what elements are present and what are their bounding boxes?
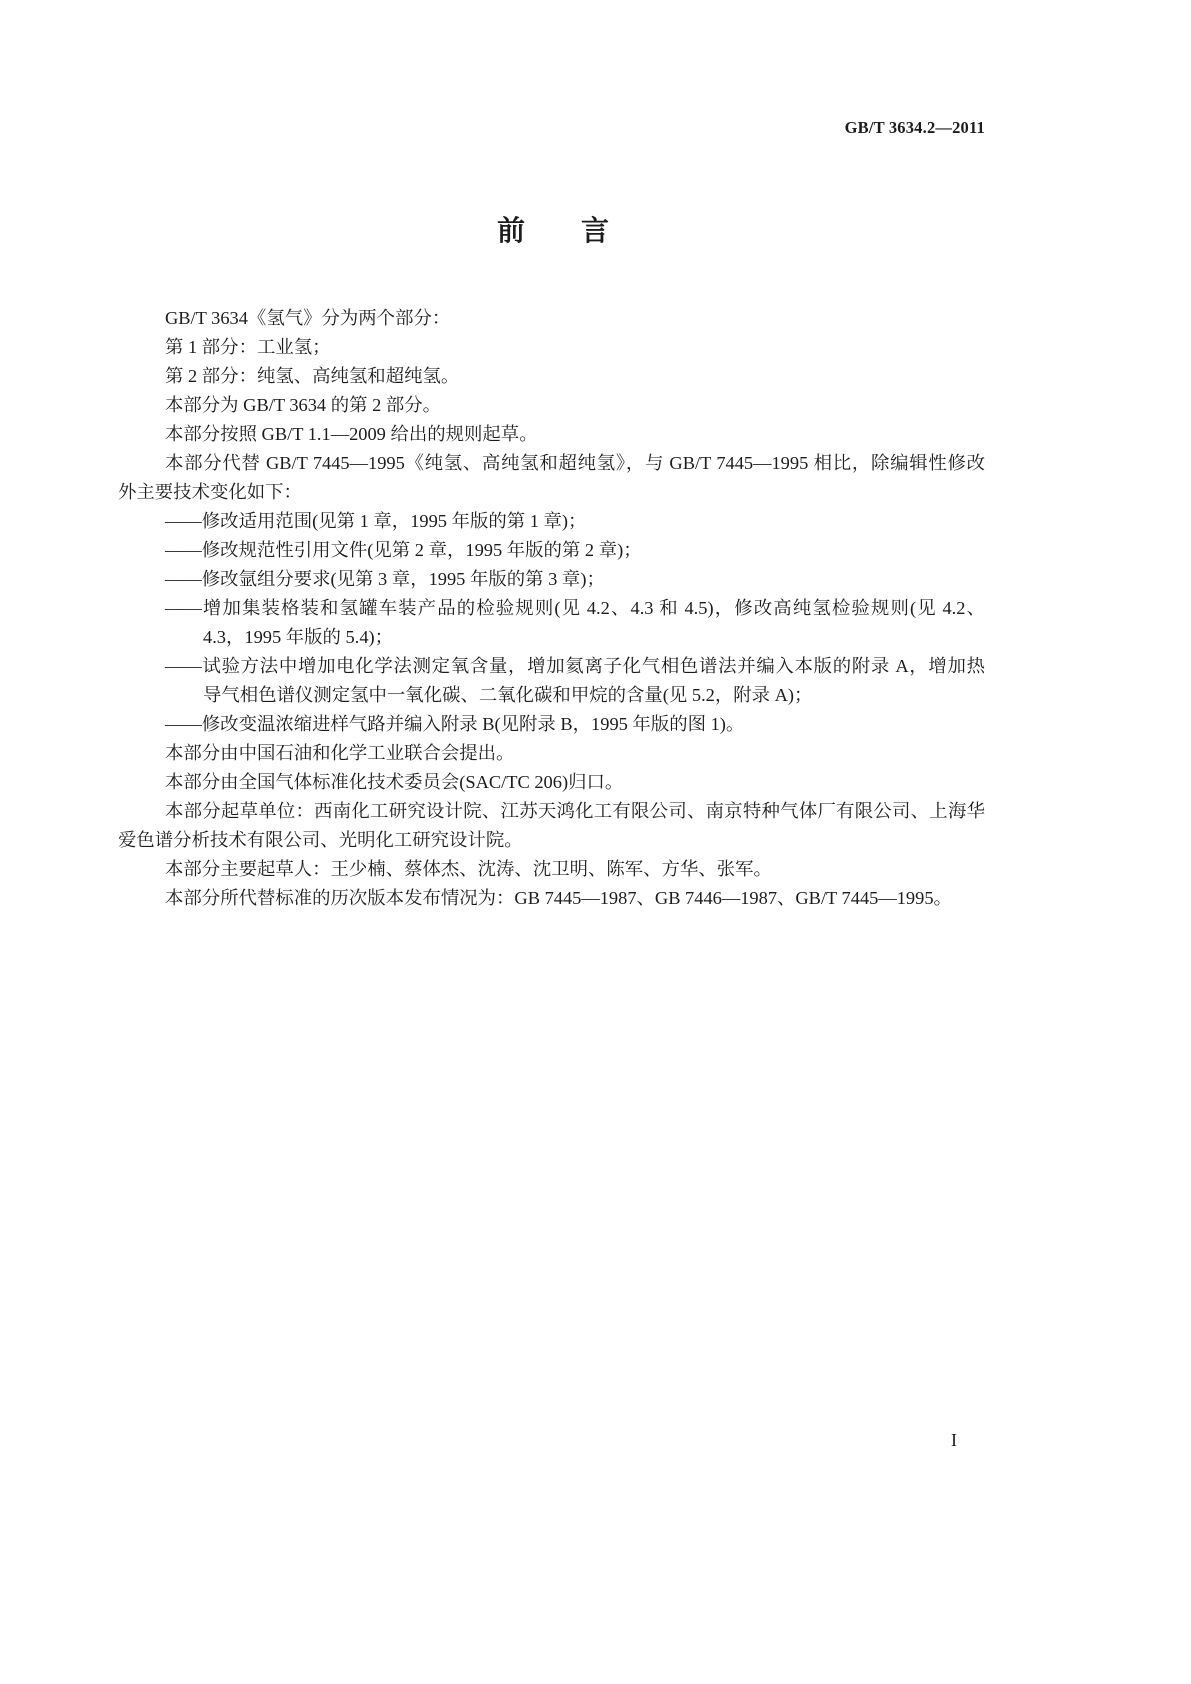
change-item-5-line-2: 导气相色谱仪测定氢中一氧化碳、二氧化碳和甲烷的含量(见 5.2，附录 A)； <box>203 685 813 705</box>
change-item-2: ——修改规范性引用文件(见第 2 章，1995 年版的第 2 章)； <box>165 540 642 560</box>
drafting-units-line-1: 本部分起草单位：西南化工研究设计院、江苏天鸿化工有限公司、南京特种气体厂有限公司、上海华 <box>165 801 985 821</box>
replacement-line-1: 本部分代替 GB/T 7445—1995《纯氢、高纯氢和超纯氢》，与 GB/T 7445—1995 相比，除编辑性修改 <box>165 453 985 473</box>
change-item-6: ——修改变温浓缩进样气路并编入附录 B(见附录 B，1995 年版的图 1)。 <box>165 714 745 734</box>
previous-editions: 本部分所代替标准的历次版本发布情况为：GB 7445—1987、GB 7446—1987、GB/T 7445—1995。 <box>165 888 952 908</box>
page-number: I <box>951 1430 957 1450</box>
standard-number: GB/T 3634.2—2011 <box>844 118 985 137</box>
change-item-5-line-1: ——试验方法中增加电化学法测定氧含量，增加氦离子化气相色谱法并编入本版的附录 A，增加热 <box>165 656 985 676</box>
proposed-by: 本部分由中国石油和化学工业联合会提出。 <box>165 743 515 763</box>
part-1-line: 第 1 部分：工业氢； <box>165 337 331 357</box>
change-item-1: ——修改适用范围(见第 1 章，1995 年版的第 1 章)； <box>165 511 587 531</box>
change-item-3: ——修改氩组分要求(见第 3 章，1995 年版的第 3 章)； <box>165 569 605 589</box>
replacement-line-2: 外主要技术变化如下： <box>118 482 302 502</box>
page-title: 前 言 <box>496 216 609 247</box>
drafting-rules: 本部分按照 GB/T 1.1—2009 给出的规则起草。 <box>165 424 538 444</box>
change-item-4-line-2: 4.3，1995 年版的 5.4)； <box>203 627 394 647</box>
scope-statement: 本部分为 GB/T 3634 的第 2 部分。 <box>165 395 442 415</box>
drafting-units-line-2: 爱色谱分析技术有限公司、光明化工研究设计院。 <box>118 830 523 850</box>
preface-body <box>0 304 1191 944</box>
centralized-by: 本部分由全国气体标准化技术委员会(SAC/TC 206)归口。 <box>165 772 624 792</box>
intro-line: GB/T 3634《氢气》分为两个部分： <box>165 308 451 328</box>
drafters: 本部分主要起草人：王少楠、蔡体杰、沈涛、沈卫明、陈军、方华、张军。 <box>165 859 772 879</box>
part-2-line: 第 2 部分：纯氢、高纯氢和超纯氢。 <box>165 366 460 386</box>
change-item-4-line-1: ——增加集装格装和氢罐车装产品的检验规则(见 4.2、4.3 和 4.5)，修改高纯氢检验规则(见 4.2、 <box>165 598 985 618</box>
